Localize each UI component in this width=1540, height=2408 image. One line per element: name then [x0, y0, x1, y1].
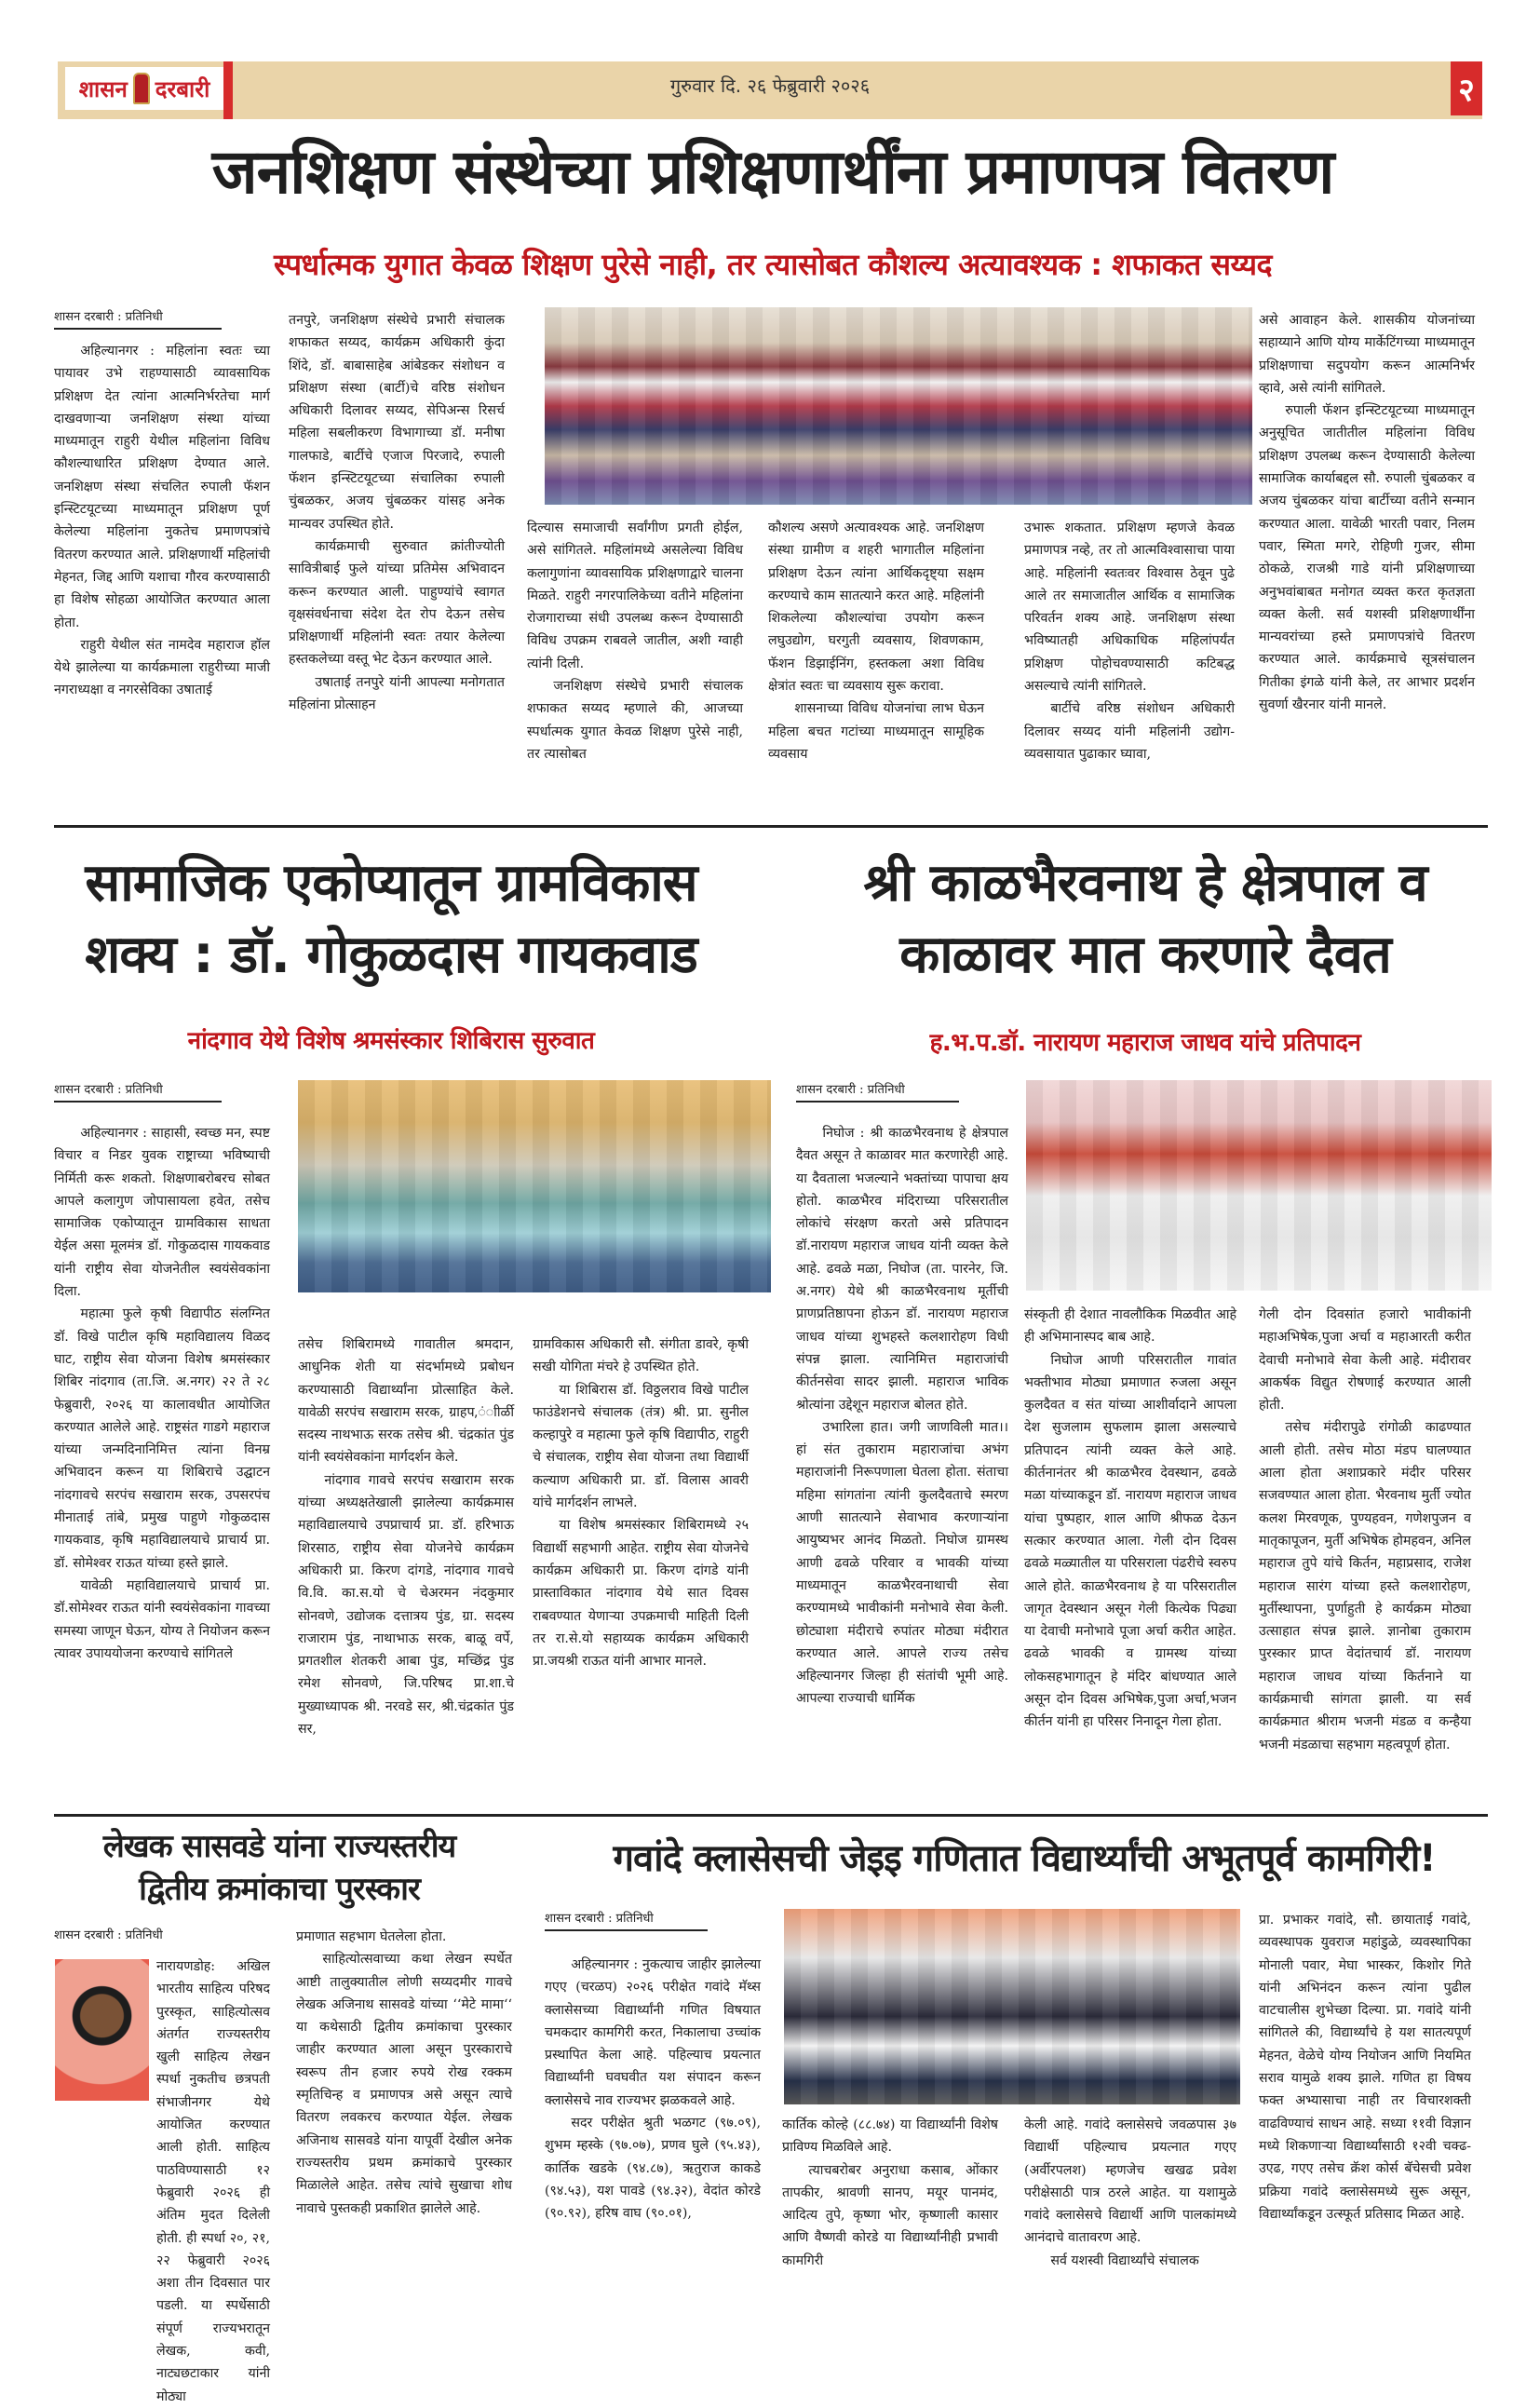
article2-column-1	[54, 1122, 270, 1665]
article2-byline: शासन दरबारी : प्रतिनिधी	[54, 1080, 222, 1103]
paragraph: त्याचबरोबर अनुराधा कसाब, ओंकार तापकीर, श्रावणी सानप, मयूर पानमंद, आदित्य तुपे, कृष्णा भोर, कृष्णाली कासार आणि वैष्णवी कोरडे या विद्यार्थ्यांनीही प्रभावी कामगिरी	[782, 2162, 998, 2268]
paragraph: उभारू शकतात. प्रशिक्षण म्हणजे केवळ प्रमाणपत्र नव्हे, तर तो आत्मविश्वासाचा पाया आहे. महिलांनी स्वतःवर विश्वास ठेवून पुढे आले तर समाजातील आर्थिक व सामाजिक परिवर्तन शक्य आहे. जनशिक्षण संस्था भविष्यातही अधिकाधिक महिलांपर्यंत प्रशिक्षण पोहोचवण्यासाठी कटिबद्ध असल्याचे त्यांनी सांगितले.	[1024, 521, 1235, 695]
paragraph: प्रा. प्रभाकर गवांदे, सौ. छायाताई गवांदे, व्यवस्थापक युवराज महांडुळे, व्यवस्थापिका मोनाली पवार, मेघा भास्कर, किशोर गिते यांनी अभिनंदन करून त्यांना पुढील वाटचालीस शुभेच्छा दिल्या. प्रा. गवांदे यांनी सांगितले की, विद्यार्थ्यांचे हे यश सातत्यपूर्ण मेहनत, वेळेचे योग्य नियोजन आणि नियमित सराव यामुळे शक्य झाले. गणित हा विषय फक्त अभ्यासाचा नाही तर विचारशक्ती वाढविण्याचं साधन आहे. सध्या ११वी विज्ञान मध्ये शिकणाऱ्या विद्यार्थ्यांसाठी १२वी चक्ढ-उएढ, गएए तसेच क्रॅश कोर्स बॅचेसची प्रवेश प्रक्रिया गवांदे क्लासेसमध्ये सुरू असून, विद्यार्थ्यांकडून उत्स्फूर्त प्रतिसाद मिळत आहे.	[1259, 1913, 1471, 2222]
article1-column-5	[1024, 517, 1235, 765]
article1-byline: शासन दरबारी : प्रतिनिधी	[54, 307, 222, 330]
paragraph: उभारिला हात। जगी जाणविली मात।। हां संत तुकाराम महाराजांचा अभंग महाराजांनी निरूपणाला घेतला होता. संताचा महिमा सांगतांना त्यांनी कुलदैवताचे स्मरण आणी सातत्याने सेवाभाव करणाऱ्यांना आयुष्यभर आनंद मिळतो. निघोज ग्रामस्थ आणी ढवळे परिवार व भावकी यांच्या माध्यमातून काळभैरवनाथाची सेवा करण्यामध्ये भावीकांनी मनोभावे सेवा केली. छोट्याशा मंदीराचे रुपांतर मोठ्या मंदीरात करण्यात आले. आपले राज्य तसेच अहिल्यानगर जिल्हा ही संतांची भूमी आहे. आपल्या राज्याची धार्मिक	[796, 1419, 1008, 1707]
paragraph: केली आहे. गवांदे क्लासेसचे जवळपास ३७ विद्यार्थी पहिल्याच प्रयत्नात गएए (अर्वीरपलश) म्हणजेच खखढ प्रवेश परीक्षेसाठी पात्र ठरले आहेत. या यशामुळे गवांदे क्लासेसचे विद्यार्थी आणि पालकांमध्ये आनंदाचे वातावरण आहे.	[1024, 2117, 1236, 2246]
paragraph: ग्रामविकास अधिकारी सौ. संगीता डावरे, कृषी सखी योगिता मंचरे हे उपस्थित होते.	[533, 1337, 749, 1375]
article2-column-2	[298, 1333, 514, 1740]
article5-column-2	[782, 2114, 998, 2272]
logo-text-right: दरबारी	[155, 75, 210, 102]
logo-text-left: शासन	[78, 75, 128, 102]
article4-column-2	[296, 1926, 512, 2220]
article1-column-6	[1259, 309, 1475, 716]
paragraph: कार्तिक कोल्हे (८८.७४) या विद्यार्थ्यांनी विशेष प्राविण्य मिळविले आहे.	[782, 2117, 998, 2156]
article4-headline	[47, 1828, 512, 1908]
issue-date: गुरुवार दि. २६ फेब्रुवारी २०२६	[669, 74, 871, 97]
paragraph: प्रमाणात सहभाग घेतलेला होता.	[296, 1929, 447, 1944]
section-divider	[54, 1814, 1488, 1817]
article5-headline: गवांदे क्लासेसची जेइइ गणितात विद्यार्थ्यांची अभूतपूर्व कामगिरी!	[613, 1837, 1436, 1880]
paragraph: बार्टीचे वरिष्ठ संशोधन अधिकारी दिलावर सय्यद यांनी महिलांनी उद्योग-व्यवसायात पुढाकार घ्यावा,	[1024, 701, 1235, 762]
headline-line: श्री काळभैरवनाथ हे क्षेत्रपाल व	[863, 853, 1427, 913]
headline-line: लेखक सासवडे यांना राज्यस्तरीय	[102, 1828, 456, 1865]
paragraph: दिल्यास समाजाची सर्वांगीण प्रगती होईल, असे सांगितले. महिलांमध्ये असलेल्या विविध कलागुणांना व्यावसायिक प्रशिक्षणाद्वारे चालना मिळते. राहुरी नगरपालिकेच्या वतीने महिलांना रोजगाराच्या संधी उपलब्ध करून देण्यासाठी विविध उपक्रम राबवले जातील, अशी ग्वाही त्यांनी दिली.	[527, 521, 743, 671]
paragraph: अहिल्यानगर : साहासी, स्वच्छ मन, स्पष्ट विचार व निडर युवक राष्ट्राच्या भविष्याची निर्मिती करू शकतो. शिक्षणाबरोबरच सोबत आपले कलागुण जोपासायला हवेत, तसेच सामाजिक एकोप्यातून ग्रामविकास साधता येईल असा मूलमंत्र डॉ. गोकुळदास गायकवाड यांनी राष्ट्रीय सेवा योजनेतील स्वयंसेवकांना दिला.	[54, 1126, 270, 1300]
article5-column-1	[545, 1954, 761, 2225]
paragraph: नारायणडोह: अखिल भारतीय साहित्य परिषद पुरस्कृत, साहित्योत्सव अंतर्गत राज्यस्तरीय खुली साहित्य लेखन स्पर्धा नुकतीच छत्रपती संभाजीनगर येथे आयोजित करण्यात आली होती. साहित्य पाठविण्यासाठी १२ फेब्रुवारी २०२६ ही अंतिम मुदत दिलेली होती. ही स्पर्धा २०, २१, २२ फेब्रुवारी २०२६ अशा तीन दिवसात पार पडली. या स्पर्धेसाठी संपूर्ण राज्यभरातून लेखक, कवी, नाट्यछटाकार यांनी मोठ्या	[156, 1959, 270, 2404]
article3-temple-photo[interactable]	[1026, 1080, 1492, 1291]
paragraph: या विशेष श्रमसंस्कार शिबिरामध्ये २५ विद्यार्थी सहभागी आहेत. राष्ट्रीय सेवा योजनेचे कार्यक्रम अधिकारी प्रा. किरण दांगडे यांनी प्रास्ताविकात नांदगाव येथे सात दिवस राबवण्यात येणाऱ्या उपक्रमाची माहिती दिली तर रा.से.यो सहाय्यक कार्यक्रम अधिकारी प्रा.जयश्री राऊत यांनी आभार मानले.	[533, 1518, 749, 1670]
article1-subheadline: स्पर्धात्मक युगात केवळ शिक्षण पुरेसे नाही, तर त्यासोबत कौशल्य अत्यावश्यक : शफाकत सय्यद	[273, 247, 1273, 282]
article3-column-3	[1259, 1304, 1471, 1756]
paragraph: तनपुरे, जनशिक्षण संस्थेचे प्रभारी संचालक शफाकत सय्यद, कार्यक्रम अधिकारी कुंदा शिंदे, डॉ. बाबासाहेब आंबेडकर संशोधन व प्रशिक्षण संस्था (बार्टी)चे वरिष्ठ संशोधन अधिकारी दिलावर सय्यद, सेपिअन्स रिसर्च महिला सबलीकरण विभागाच्या डॉ. मनीषा गालफाडे, बार्टीचे एजाज पिरजादे, रुपाली फॅशन इन्स्टिटयूटच्या संचालिका रुपाली चुंबळकर, अजय चुंबळकर यांसह अनेक मान्यवर उपस्थित होते.	[289, 313, 505, 532]
paragraph: यावेळी महाविद्यालयाचे प्राचार्य प्रा. डॉ.सोमेश्वर राऊत यांनी स्वयंसेवकांना गावच्या समस्या जाणून घेऊन, योग्य ते नियोजन करून त्यावर उपाययोजना करण्याचे सांगितले	[54, 1577, 270, 1661]
headline-line: द्वितीय क्रमांकाचा पुरस्कार	[139, 1870, 420, 1908]
paragraph: नांदगाव गावचे सरपंच सखाराम सरक यांच्या अध्यक्षतेखाली झालेल्या कार्यक्रमास महाविद्यालयाचे उपप्राचार्य प्रा. डॉ. हरिभाऊ शिरसाठ, राष्ट्रीय सेवा योजनेचे कार्यक्रम अधिकारी प्रा. किरण दांगडे, नांदगाव गावचे वि.वि. का.स.यो चे चेअरमन नंदकुमार सोनवणे, उद्योजक दत्तात्रय पुंड, ग्रा. सदस्य राजाराम पुंड, नाथाभाऊ सरक, बाळू वर्पे, प्रगतशील शेतकरी आबा पुंड, मच्छिंद्र पुंड रमेश सोनवणे, जि.परिषद प्रा.शा.चे मुख्याध्यापक श्री. नरवडे सर, श्री.चंद्रकांत पुंड सर,	[298, 1472, 514, 1738]
paragraph: राहुरी येथील संत नामदेव महाराज हॉल येथे झालेल्या या कार्यक्रमाला राहुरीच्या माजी नगराध्यक्षा व नगरसेविका उषाताई	[54, 637, 270, 698]
paragraph: असे आवाहन केले. शासकीय योजनांच्या सहाय्याने आणि योग्य मार्केटिंगच्या माध्यमातून प्रशिक्षणाचा सदुपयोग करून आत्मनिर्भर व्हावे, असे त्यांनी सांगितले.	[1259, 313, 1475, 396]
paragraph: महात्मा फुले कृषी विद्यापीठ संलग्नित डॉ. विखे पाटील कृषि महाविद्यालय विळद घाट, राष्ट्रीय सेवा योजना विशेष श्रमसंस्कार शिबिर नांदगाव (ता.जि. अ.नगर) २२ ते २८ फेब्रुवारी, २०२६ या कालावधीत आयोजित करण्यात आलेले आहे. राष्ट्रसंत गाडगे महाराज यांच्या जन्मदिनानिमित्त त्यांना विनम्र अभिवादन करून या शिबिराचे उद्घाटन नांदगावचे सरपंच सखाराम सरक, उपसरपंच मीनाताई तांबे, प्रमुख पाहुणे गोकुळदास गायकवाड, कृषि महाविद्यालयाचे प्राचार्य प्रा. डॉ. सोमेश्वर राऊत यांच्या हस्ते झाले.	[54, 1306, 270, 1571]
paragraph: निघोज : श्री काळभैरवनाथ हे क्षेत्रपाल दैवत असून ते काळावर मात करणारेही आहे. या दैवताला भजल्याने भक्तांच्या पापाचा क्षय होतो. काळभैरव मंदिराच्या परिसरातील लोकांचे संरक्षण करतो असे प्रतिपादन डॉ.नारायण महाराज जाधव यांनी व्यक्त केले आहे. ढवळे मळा, निघोज (ता. पारनेर, जि. अ.नगर) येथे श्री काळभैरवनाथ मूर्तीची प्राणप्रतिष्ठापना होऊन डॉ. नारायण महाराज जाधव यांच्या शुभहस्ते कलशारोहण विधी संपन्न झाला. त्यानिमित्त महाराजांची कीर्तनसेवा सादर झाली. महाराज भाविक श्रोत्यांना उद्देशून महाराज बोलत होते.	[796, 1126, 1008, 1413]
paragraph: सर्व यशस्वी विद्यार्थ्यांचे संचालक	[1050, 2252, 1199, 2268]
paragraph: तसेच मंदीरापुढे रांगोळी काढण्यात आली होती. तसेच मोठा मंडप घालण्यात आला होता अशाप्रकारे मंदीर परिसर सजवण्यात आला होता. भैरवनाथ मुर्ती ज्योत कलश मिरवणूक, पुण्यहवन, गणेशपुजन व मातृकापूजन, मुर्ती अभिषेक होमहवन, अनिल महाराज तुपे यांचे किर्तन, महाप्रसाद, राजेश महाराज सारंग यांच्या हस्ते कलशारोहण, मुर्तीस्थापना, पुर्णाहुती हे कार्यक्रम मोठ्या उत्साहात संपन्न झाले. ज्ञानोबा तुकाराम पुरस्कार प्राप्त वेदांतचार्य डॉ. नारायण महाराज जाधव यांच्या किर्तनाने या कार्यक्रमाची सांगता झाली. या सर्व कार्यक्रमात श्रीराम भजनी मंडळ व कन्हैया भजनी मंडळाचा सहभाग महत्वपूर्ण होता.	[1259, 1420, 1471, 1752]
article1-column-2	[289, 309, 505, 716]
article1-headline: जनशिक्षण संस्थेच्या प्रशिक्षणार्थींना प्रमाणपत्र वितरण	[211, 136, 1334, 208]
paragraph: कार्यक्रमाची सुरुवात क्रांतीज्योती सावित्रीबाई फुले यांच्या प्रतिमेस अभिवादन करून करण्यात आली. पाहुण्यांचे स्वागत वृक्षसंवर्धनाचा संदेश देत रोप देऊन तसेच प्रशिक्षणार्थी महिलांनी स्वतः तयार केलेल्या हस्तकलेच्या वस्तू भेट देऊन करण्यात आले.	[289, 538, 505, 668]
headline-line: शक्य : डॉ. गोकुळदास गायकवाड	[85, 924, 697, 985]
headline-line: सामाजिक एकोप्यातून ग्रामविकास	[85, 853, 697, 913]
article3-headline	[787, 853, 1504, 985]
article5-column-4	[1259, 1909, 1471, 2225]
article5-byline: शासन दरबारी : प्रतिनिधी	[545, 1909, 708, 1931]
article3-column-2	[1024, 1304, 1236, 1734]
article1-column-1	[54, 340, 270, 702]
article1-group-photo[interactable]	[545, 307, 1252, 505]
paragraph: उषाताई तनपुरे यांनी आपल्या मनोगतात महिलांना प्रोत्साहन	[289, 674, 505, 713]
paragraph: साहित्योत्सवाच्या कथा लेखन स्पर्धेत आष्टी तालुक्यातील लोणी सय्यदमीर गावचे लेखक अजिनाथ सासवडे यांच्या ‘‘मेटे मामा‘‘ या कथेसाठी द्वितीय क्रमांकाचा पुरस्कार जाहीर करण्यात आला असून पुरस्काराचे स्वरूप तीन हजार रुपये रोख रक्कम स्मृतिचिन्ह व प्रमाणपत्र असे असून त्याचे वितरण लवकरच करण्यात येईल. लेखक अजिनाथ सासवडे यांना यापूर्वी देखील अनेक राज्यस्तरीय प्रथम क्रमांकाचे पुरस्कार मिळालेले आहेत. तसेच त्यांचे सुखाचा शोध नावाचे पुस्तकही प्रकाशित झालेले आहे.	[296, 1952, 512, 2216]
photo-texture	[545, 307, 1252, 505]
article2-column-3	[533, 1333, 749, 1672]
paragraph: निघोज आणी परिसरातील गावांत भक्तीभाव मोठ्या प्रमाणात रुजला असून कुलदैवत व संत यांच्या आशीर्वादाने आपला देश सुजलाम सुफलाम झाला असल्याचे प्रतिपादन त्यांनी व्यक्त केले आहे. कीर्तनानंतर श्री काळभैरव देवस्थान, ढवळे मळा यांच्याकडून डॉ. नारायण महाराज जाधव यांचा पुष्पहार, शाल आणि श्रीफळ देऊन सत्कार करण्यात आला. गेली दोन दिवस ढवळे मळ्यातील या परिसराला पंढरीचे स्वरुप आले होते. काळभैरवनाथ हे या परिसरातील जागृत देवस्थान असून गेली कित्येक पिढ्या या देवाची मनोभावे पूजा अर्चा करीत आहेत. ढवळे भावकी व ग्रामस्थ यांच्या लोकसहभागातून हे मंदिर बांधण्यात आले असून दोन दिवस अभिषेक,पुजा अर्चा,भजन कीर्तन यांनी हा परिसर निनादून गेला होता.	[1024, 1352, 1236, 1730]
article2-camp-photo[interactable]	[298, 1080, 771, 1292]
paragraph: जनशिक्षण संस्थेचे प्रभारी संचालक शफाकत सय्यद म्हणाले की, आजच्या स्पर्धात्मक युगात केवळ शिक्षण पुरेसे नाही, तर त्यासोबत	[527, 679, 743, 762]
paragraph: रुपाली फॅशन इन्स्टिटयूटच्या माध्यमातून अनुसूचित जातीतील महिलांना विविध प्रशिक्षण उपलब्ध करून देण्यासाठी केलेल्या सामाजिक कार्याबद्दल सौ. रुपाली चुंबळकर व अजय चुंबळकर यांचा बार्टीच्या वतीने सन्मान करण्यात आला. यावेळी भारती पवार, निलम पवार, स्मिता मगरे, रोहिणी गुजर, सीमा ठोकळे, राजश्री गाडे यांनी प्रशिक्षणाच्या अनुभवांबाबत मनोगत व्यक्त करत कृतज्ञता व्यक्त केली. सर्व यशस्वी प्रशिक्षणार्थींना मान्यवरांच्या हस्ते प्रमाणपत्रांचे वितरण करण्यात आले. कार्यक्रमाचे सूत्रसंचालन गितीका इंगळे यांनी केले, तर आभार प्रदर्शन सुवर्णा खैरनार यांनी मानले.	[1259, 403, 1475, 713]
article2-subheadline: नांदगाव येथे विशेष श्रमसंस्कार शिबिरास सुरुवात	[187, 1027, 595, 1055]
paragraph: संस्कृती ही देशात नावलौकिक मिळवीत आहे ही अभिमानास्पद बाब आहे.	[1024, 1307, 1236, 1346]
photo-texture	[298, 1080, 771, 1292]
article2-headline	[47, 853, 736, 985]
paragraph: कौशल्य असणे अत्यावश्यक आहे. जनशिक्षण संस्था ग्रामीण व शहरी भागातील महिलांना प्रशिक्षण देऊन त्यांना आर्थिकदृष्ट्या सक्षम करण्याचे काम सातत्याने करत आहे. महिलांनी शिकलेल्या कौशल्यांचा उपयोग करून लघुउद्योग, घरगुती व्यवसाय, शिवणकाम, फॅशन डिझाईनिंग, हस्तकला अशा विविध क्षेत्रांत स्वतः चा व्यवसाय सुरू करावा.	[768, 521, 984, 695]
page-number: २	[1451, 61, 1482, 115]
paragraph: अहिल्यानगर : महिलांना स्वतः च्या पायावर उभे राहण्यासाठी व्यावसायिक प्रशिक्षण देत त्यांना आत्मनिर्भरतेचा मार्ग दाखवणाऱ्या जनशिक्षण संस्था यांच्या माध्यमातून राहुरी येथील महिलांना विविध कौशल्याधारित प्रशिक्षण देण्यात आले. जनशिक्षण संस्था संचलित रुपाली फॅशन इन्स्टिटयूटच्या माध्यमातून प्रशिक्षण पूर्ण केलेल्या महिलांना नुकतेच प्रमाणपत्रांचे वितरण करण्यात आले. प्रशिक्षणार्थी महिलांची मेहनत, जिद्द आणि यशाचा गौरव करण्यासाठी हा विशेष सोहळा आयोजित करण्यात आला होता.	[54, 344, 270, 630]
headline-line: काळावर मात करणारे दैवत	[899, 924, 1391, 985]
photo-texture	[784, 1909, 1240, 2104]
article5-column-3	[1024, 2114, 1236, 2272]
paragraph: तसेच शिबिरामध्ये गावातील श्रमदान, आधुनिक शेती या संदर्भामध्ये प्रबोधन करण्यासाठी विद्यार्थ्यांना प्रोत्साहित केले. यावेळी सरपंच सखाराम सरक, ग्राहप,ंाीर्ळी सदस्य नाथभाऊ सरक तसेच श्री. चंद्रकांत पुंड यांनी स्वयंसेवकांना मार्गदर्शन केले.	[298, 1337, 514, 1466]
article4-column-1	[54, 1955, 270, 2408]
paragraph: सदर परीक्षेत श्रुती भळगट (९७.०९), शुभम म्हस्के (९७.०७), प्रणव घुले (९५.४३), कार्तिक खडके (९४.८७), ऋतुराज काकडे (९४.५३), यश पावडे (९४.३२), वेदांत कोरडे (९०.९२), हरिष वाघ (९०.०१),	[545, 2116, 761, 2222]
article5-students-photo[interactable]	[784, 1909, 1240, 2104]
paragraph: शासनाच्या विविध योजनांचा लाभ घेऊन महिला बचत गटांच्या माध्यमातून सामूहिक व्यवसाय	[768, 701, 984, 762]
paragraph: गेली दोन दिवसांत हजारो भावीकांनी महाअभिषेक,पुजा अर्चा व महाआरती करीत देवाची मनोभावे सेवा केली आहे. मंदीरावर आकर्षक विद्युत रोषणाई करण्यात आली होती.	[1259, 1307, 1471, 1414]
paragraph: या शिबिरास डॉ. विठ्ठलराव विखे पाटील फाउंडेशनचे संचालक (तंत्र) श्री. प्रा. सुनील कल्हापुरे व महात्मा फुले कृषि विद्यापीठ, राहुरी चे संचालक, राष्ट्रीय सेवा योजना तथा विद्यार्थी कल्याण अधिकारी प्रा. डॉ. विलास आवरी यांचे मार्गदर्शन लाभले.	[533, 1382, 749, 1511]
paragraph: अहिल्यानगर : नुकत्याच जाहीर झालेल्या गएए (चरळप) २०२६ परीक्षेत गवांदे मॅथ्स क्लासेसच्या विद्यार्थ्यांनी गणित विषयात चमकदार कामगिरी करत, निकालाचा उच्चांक प्रस्थापित केला आहे. पहिल्याच प्रयत्नात विद्यार्थ्यांनी घवघवीत यश संपादन करून क्लासेसचे नाव राज्यभर झळकवले आहे.	[545, 1957, 761, 2108]
article3-byline: शासन दरबारी : प्रतिनिधी	[796, 1080, 959, 1103]
article1-column-4	[768, 517, 984, 765]
article1-column-3	[527, 517, 743, 765]
article3-column-1	[796, 1122, 1008, 1711]
section-divider	[54, 825, 1488, 828]
photo-texture	[1026, 1080, 1492, 1291]
article3-subheadline: ह.भ.प.डॉ. नारायण महाराज जाधव यांचे प्रतिपादन	[929, 1029, 1361, 1057]
article4-byline: शासन दरबारी : प्रतिनिधी	[54, 1928, 163, 1942]
